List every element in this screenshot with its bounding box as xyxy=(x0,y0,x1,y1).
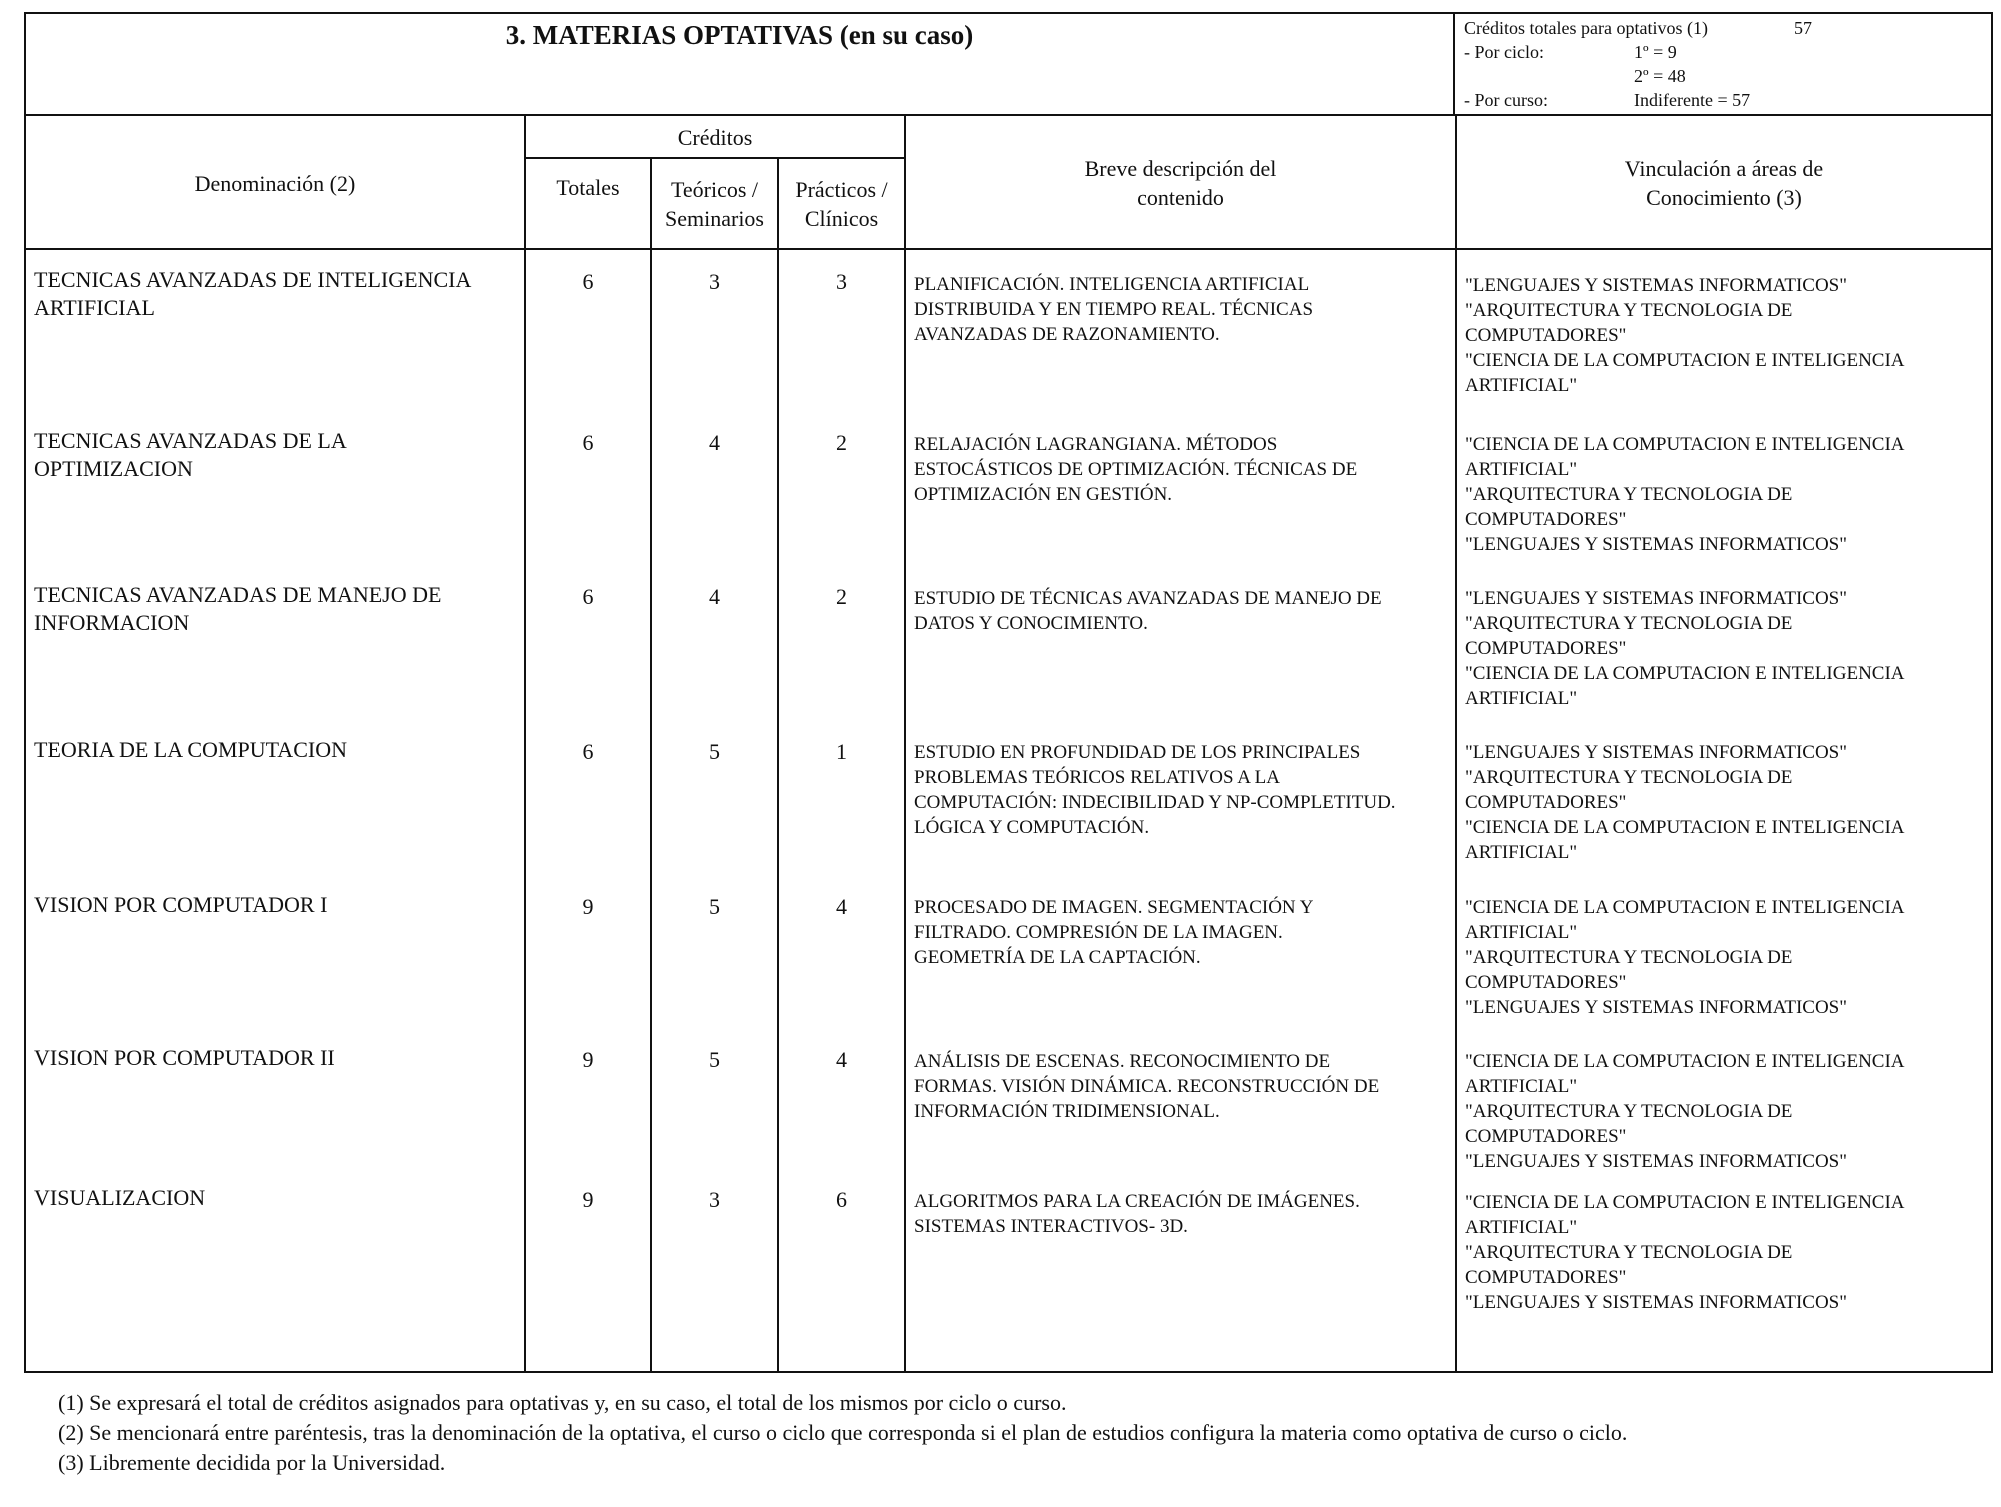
row-4-areas: "CIENCIA DE LA COMPUTACION E INTELIGENCIA ARTIFICIAL" "ARQUITECTURA Y TECNOLOGIA DE COMPUTADORES" "LENGUAJES Y SISTEMAS INFORMATICOS" xyxy=(1465,897,1905,1018)
ciclo-2-value: 2º = 48 xyxy=(1634,66,1686,86)
row-0-practicos: 3 xyxy=(836,269,847,294)
row-4-name: VISION POR COMPUTADOR I xyxy=(34,892,328,917)
row-6-totales: 9 xyxy=(582,1187,594,1212)
col-practicos: Prácticos / Clínicos xyxy=(795,176,888,231)
col-creditos: Créditos xyxy=(677,125,753,150)
row-0-teoricos: 3 xyxy=(709,269,720,294)
row-4-descripcion: PROCESADO DE IMAGEN. SEGMENTACIÓN Y FILTRADO. COMPRESIÓN DE LA IMAGEN. GEOMETRÍA DE LA CAPTACIÓN. xyxy=(914,897,1314,968)
row-1-areas: "CIENCIA DE LA COMPUTACION E INTELIGENCIA ARTIFICIAL" "ARQUITECTURA Y TECNOLOGIA DE COMPUTADORES" "LENGUAJES Y SISTEMAS INFORMATICOS" xyxy=(1465,434,1905,555)
por-ciclo-label: - Por ciclo: xyxy=(1464,42,1544,62)
row-5-practicos: 4 xyxy=(836,1047,847,1072)
col-teoricos: Teóricos / Seminarios xyxy=(665,176,764,231)
row-6-areas: "CIENCIA DE LA COMPUTACION E INTELIGENCIA ARTIFICIAL" "ARQUITECTURA Y TECNOLOGIA DE COMPUTADORES" "LENGUAJES Y SISTEMAS INFORMATICOS" xyxy=(1465,1192,1905,1313)
row-5-teoricos: 5 xyxy=(709,1047,720,1072)
row-0-totales: 6 xyxy=(582,269,594,294)
total-credits-label: Créditos totales para optativos (1) xyxy=(1464,18,1708,38)
divider-descripcion xyxy=(1455,116,1457,1371)
row-0-areas: "LENGUAJES Y SISTEMAS INFORMATICOS" "ARQUITECTURA Y TECNOLOGIA DE COMPUTADORES" "CIENCIA DE LA COMPUTACION E INTELIGENCIA ARTIFICIAL" xyxy=(1465,275,1905,396)
row-3-teoricos: 5 xyxy=(709,739,720,764)
row-5-descripcion: ANÁLISIS DE ESCENAS. RECONOCIMIENTO DE FORMAS. VISIÓN DINÁMICA. RECONSTRUCCIÓN DE INFORMACIÓN TRIDIMENSIONAL. xyxy=(914,1051,1380,1122)
col-denominacion: Denominación (2) xyxy=(194,170,356,196)
row-4-totales: 9 xyxy=(582,894,594,919)
footnote-3: (3) Libremente decidida por la Universidad. xyxy=(58,1450,446,1475)
row-3-areas: "LENGUAJES Y SISTEMAS INFORMATICOS" "ARQUITECTURA Y TECNOLOGIA DE COMPUTADORES" "CIENCIA DE LA COMPUTACION E INTELIGENCIA ARTIFICIAL" xyxy=(1465,742,1905,863)
row-5-areas: "CIENCIA DE LA COMPUTACION E INTELIGENCIA ARTIFICIAL" "ARQUITECTURA Y TECNOLOGIA DE COMPUTADORES" "LENGUAJES Y SISTEMAS INFORMATICOS" xyxy=(1465,1051,1905,1172)
row-3-name: TEORIA DE LA COMPUTACION xyxy=(34,737,347,762)
footnotes xyxy=(58,1388,1988,1478)
row-6-teoricos: 3 xyxy=(709,1187,720,1212)
row-5-name: VISION POR COMPUTADOR II xyxy=(34,1045,335,1070)
credits-summary xyxy=(1455,14,1991,116)
footnote-2: (2) Se mencionará entre paréntesis, tras la denominación de la optativa, el curso o ciclo que corresponda si el plan de estudios configura la materia como optativa de curso o ciclo. xyxy=(58,1420,1628,1445)
row-1-practicos: 2 xyxy=(836,430,847,455)
row-3-practicos: 1 xyxy=(836,739,847,764)
section-title: 3. MATERIAS OPTATIVAS (en su caso) xyxy=(26,14,1455,116)
row-3-totales: 6 xyxy=(582,739,594,764)
row-2-practicos: 2 xyxy=(836,584,847,609)
col-totales: Totales xyxy=(556,175,620,200)
optativas-table xyxy=(24,12,1993,1373)
row-6-practicos: 6 xyxy=(836,1187,847,1212)
row-2-teoricos: 4 xyxy=(709,584,720,609)
ciclo-1-value: 1º = 9 xyxy=(1634,42,1677,62)
row-1-totales: 6 xyxy=(582,430,594,455)
total-credits-value: 57 xyxy=(1794,18,1812,38)
row-0-name: TECNICAS AVANZADAS DE INTELIGENCIA ARTIFICIAL xyxy=(34,267,472,320)
row-1-teoricos: 4 xyxy=(709,430,720,455)
footnote-1: (1) Se expresará el total de créditos asignados para optativas y, en su caso, el total de los mismos por ciclo o curso. xyxy=(58,1390,1067,1415)
row-6-descripcion: ALGORITMOS PARA LA CREACIÓN DE IMÁGENES. SISTEMAS INTERACTIVOS- 3D. xyxy=(914,1191,1360,1237)
por-curso-label: - Por curso: xyxy=(1464,90,1548,110)
col-descripcion: Breve descripción del contenido xyxy=(1084,156,1277,210)
row-2-name: TECNICAS AVANZADAS DE MANEJO DE INFORMACION xyxy=(34,582,442,635)
row-6-name: VISUALIZACION xyxy=(34,1185,206,1210)
row-4-practicos: 4 xyxy=(836,894,847,919)
row-2-areas: "LENGUAJES Y SISTEMAS INFORMATICOS" "ARQUITECTURA Y TECNOLOGIA DE COMPUTADORES" "CIENCIA DE LA COMPUTACION E INTELIGENCIA ARTIFICIAL" xyxy=(1465,588,1905,709)
row-2-totales: 6 xyxy=(582,584,594,609)
row-5-totales: 9 xyxy=(582,1047,594,1072)
row-2-descripcion: ESTUDIO DE TÉCNICAS AVANZADAS DE MANEJO DE DATOS Y CONOCIMIENTO. xyxy=(914,588,1382,634)
curso-value: Indiferente = 57 xyxy=(1634,90,1751,110)
row-0-descripcion: PLANIFICACIÓN. INTELIGENCIA ARTIFICIAL DISTRIBUIDA Y EN TIEMPO REAL. TÉCNICAS AVANZADAS DE RAZONAMIENTO. xyxy=(914,274,1314,345)
row-4-teoricos: 5 xyxy=(709,894,720,919)
row-3-descripcion: ESTUDIO EN PROFUNDIDAD DE LOS PRINCIPALES PROBLEMAS TEÓRICOS RELATIVOS A LA COMPUTACIÓN: INDECIBILIDAD Y NP-COMPLETITUD. LÓGICA Y COMPUTACIÓN. xyxy=(914,742,1396,838)
divider-header-bottom xyxy=(26,248,1991,250)
divider-practicos xyxy=(904,116,906,1371)
col-vinculacion: Vinculación a áreas de Conocimiento (3) xyxy=(1624,156,1824,210)
row-1-descripcion: RELAJACIÓN LAGRANGIANA. MÉTODOS ESTOCÁSTICOS DE OPTIMIZACIÓN. TÉCNICAS DE OPTIMIZACIÓN EN GESTIÓN. xyxy=(914,434,1358,505)
row-1-name: TECNICAS AVANZADAS DE LA OPTIMIZACION xyxy=(34,428,347,481)
